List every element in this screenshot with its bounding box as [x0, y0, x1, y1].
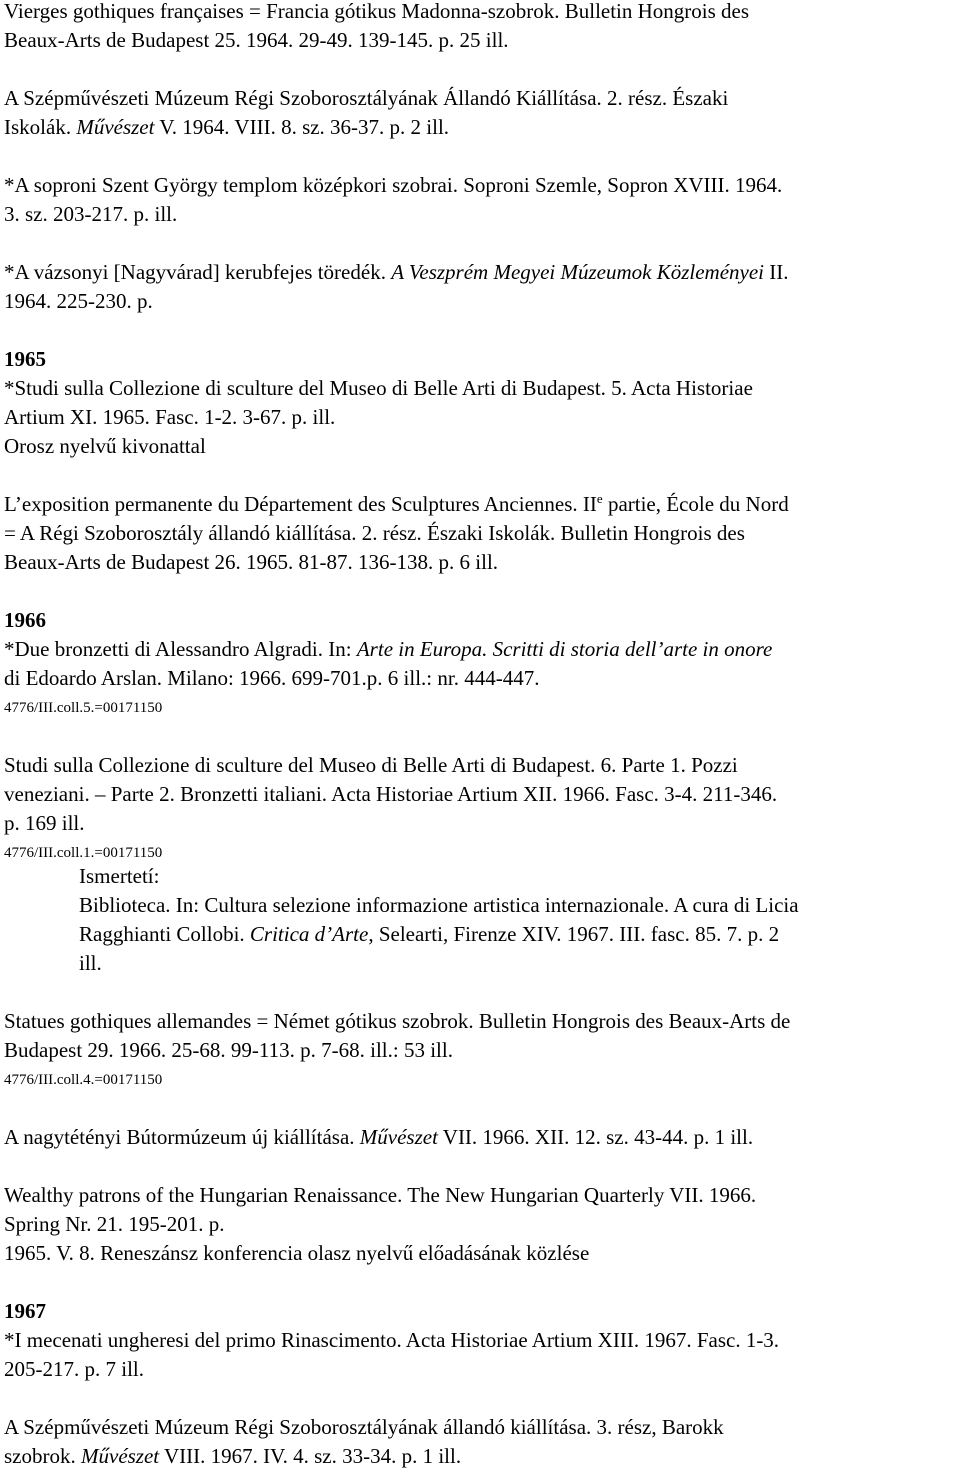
- entry-line: ill.: [79, 951, 102, 975]
- year-heading: 1967: [4, 1299, 46, 1323]
- entry-line: [4, 490, 789, 519]
- entry-text: Iskolák.: [4, 115, 77, 139]
- entry-line: 3. sz. 203-217. p. ill.: [4, 202, 178, 226]
- entry-line: Beaux-Arts de Budapest 25. 1964. 29-49. 139-145. p. 25 ill.: [4, 28, 509, 52]
- entry-text: L’exposition permanente du Département des Sculptures Anciennes. II: [4, 492, 597, 516]
- entry-line: Beaux-Arts de Budapest 26. 1965. 81-87. 136-138. p. 6 ill.: [4, 550, 499, 574]
- entry-text: V. 1964. VIII. 8. sz. 36-37. p. 2 ill.: [154, 115, 450, 139]
- review-label: Ismertetí:: [79, 864, 160, 888]
- entry-line: = A Régi Szoborosztály állandó kiállítása. 2. rész. Északi Iskolák. Bulletin Hongrois des: [4, 521, 745, 545]
- entry-line: Budapest 29. 1966. 25-68. 99-113. p. 7-68. ill.: 53 ill.: [4, 1038, 453, 1062]
- entry-text: II.: [764, 260, 789, 284]
- year-heading: 1965: [4, 347, 46, 371]
- entry-line: di Edoardo Arslan. Milano: 1966. 699-701.p. 6 ill.: nr. 444-447.: [4, 666, 540, 690]
- entry-line: *A soproni Szent György templom középkori szobrai. Soproni Szemle, Sopron XVIII. 1964.: [4, 173, 783, 197]
- entry-text: VIII. 1967. IV. 4. sz. 33-34. p. 1 ill.: [159, 1444, 462, 1468]
- entry-line: 205-217. p. 7 ill.: [4, 1357, 144, 1381]
- journal-title: Művészet: [76, 115, 155, 139]
- entry-text: Ragghianti Collobi.: [79, 922, 250, 946]
- journal-title: A Veszprém Megyei Múzeumok Közleményei: [391, 260, 765, 284]
- entry-text: *Due bronzetti di Alessandro Algradi. In:: [4, 637, 357, 661]
- call-number: 4776/III.coll.4.=00171150: [4, 1072, 163, 1088]
- entry-line: Vierges gothiques françaises = Francia gótikus Madonna-szobrok. Bulletin Hongrois des: [4, 0, 750, 23]
- entry-line: Wealthy patrons of the Hungarian Renaissance. The New Hungarian Quarterly VII. 1966.: [4, 1183, 757, 1207]
- entry-text: partie, École du Nord: [602, 492, 789, 516]
- entry-line: [4, 635, 772, 664]
- entry-line: [79, 920, 779, 949]
- entry-line: *Studi sulla Collezione di sculture del Museo di Belle Arti di Budapest. 5. Acta Historiae: [4, 376, 753, 400]
- entry-line: p. 169 ill.: [4, 811, 85, 835]
- entry-text: szobrok.: [4, 1444, 81, 1468]
- call-number: 4776/III.coll.1.=00171150: [4, 845, 163, 861]
- entry-line: Studi sulla Collezione di sculture del Museo di Belle Arti di Budapest. 6. Parte 1. Pozzi: [4, 753, 738, 777]
- entry-text: , Selearti, Firenze XIV. 1967. III. fasc. 85. 7. p. 2: [368, 922, 780, 946]
- entry-text: *A vázsonyi [Nagyvárad] kerubfejes töredék.: [4, 260, 392, 284]
- year-heading: 1966: [4, 608, 46, 632]
- entry-line: [4, 113, 449, 142]
- journal-title: Művészet: [81, 1444, 160, 1468]
- entry-line: Statues gothiques allemandes = Német gótikus szobrok. Bulletin Hongrois des Beaux-Arts de: [4, 1009, 791, 1033]
- entry-line: [4, 1123, 753, 1152]
- entry-line: Artium XI. 1965. Fasc. 1-2. 3-67. p. ill.: [4, 405, 336, 429]
- journal-title: Művészet: [359, 1125, 438, 1149]
- call-number: 4776/III.coll.5.=00171150: [4, 700, 163, 716]
- entry-line: 1964. 225-230. p.: [4, 289, 153, 313]
- entry-line: [4, 258, 789, 287]
- entry-line: veneziani. – Parte 2. Bronzetti italiani. Acta Historiae Artium XII. 1966. Fasc. 3-4. 211-346.: [4, 782, 778, 806]
- entry-text: A nagytétényi Bútormúzeum új kiállítása.: [4, 1125, 360, 1149]
- entry-line: [4, 1442, 461, 1471]
- entry-line: A Szépművészeti Múzeum Régi Szoborosztályának állandó kiállítása. 3. rész, Barokk: [4, 1415, 724, 1439]
- entry-text: VII. 1966. XII. 12. sz. 43-44. p. 1 ill.: [437, 1125, 754, 1149]
- entry-line: Spring Nr. 21. 195-201. p.: [4, 1212, 225, 1236]
- entry-line: *I mecenati ungheresi del primo Rinascimento. Acta Historiae Artium XIII. 1967. Fasc. 1-3.: [4, 1328, 780, 1352]
- journal-title: Critica d’Arte: [249, 922, 369, 946]
- entry-line: 1965. V. 8. Reneszánsz konferencia olasz nyelvű előadásának közlése: [4, 1241, 590, 1265]
- book-title: Arte in Europa. Scritti di storia dell’arte in onore: [356, 637, 773, 661]
- superscript: e: [596, 491, 603, 506]
- entry-line: Biblioteca. In: Cultura selezione informazione artistica internazionale. A cura di Licia: [79, 893, 799, 917]
- entry-line: A Szépművészeti Múzeum Régi Szoborosztályának Állandó Kiállítása. 2. rész. Északi: [4, 86, 729, 110]
- entry-line: Orosz nyelvű kivonattal: [4, 434, 206, 458]
